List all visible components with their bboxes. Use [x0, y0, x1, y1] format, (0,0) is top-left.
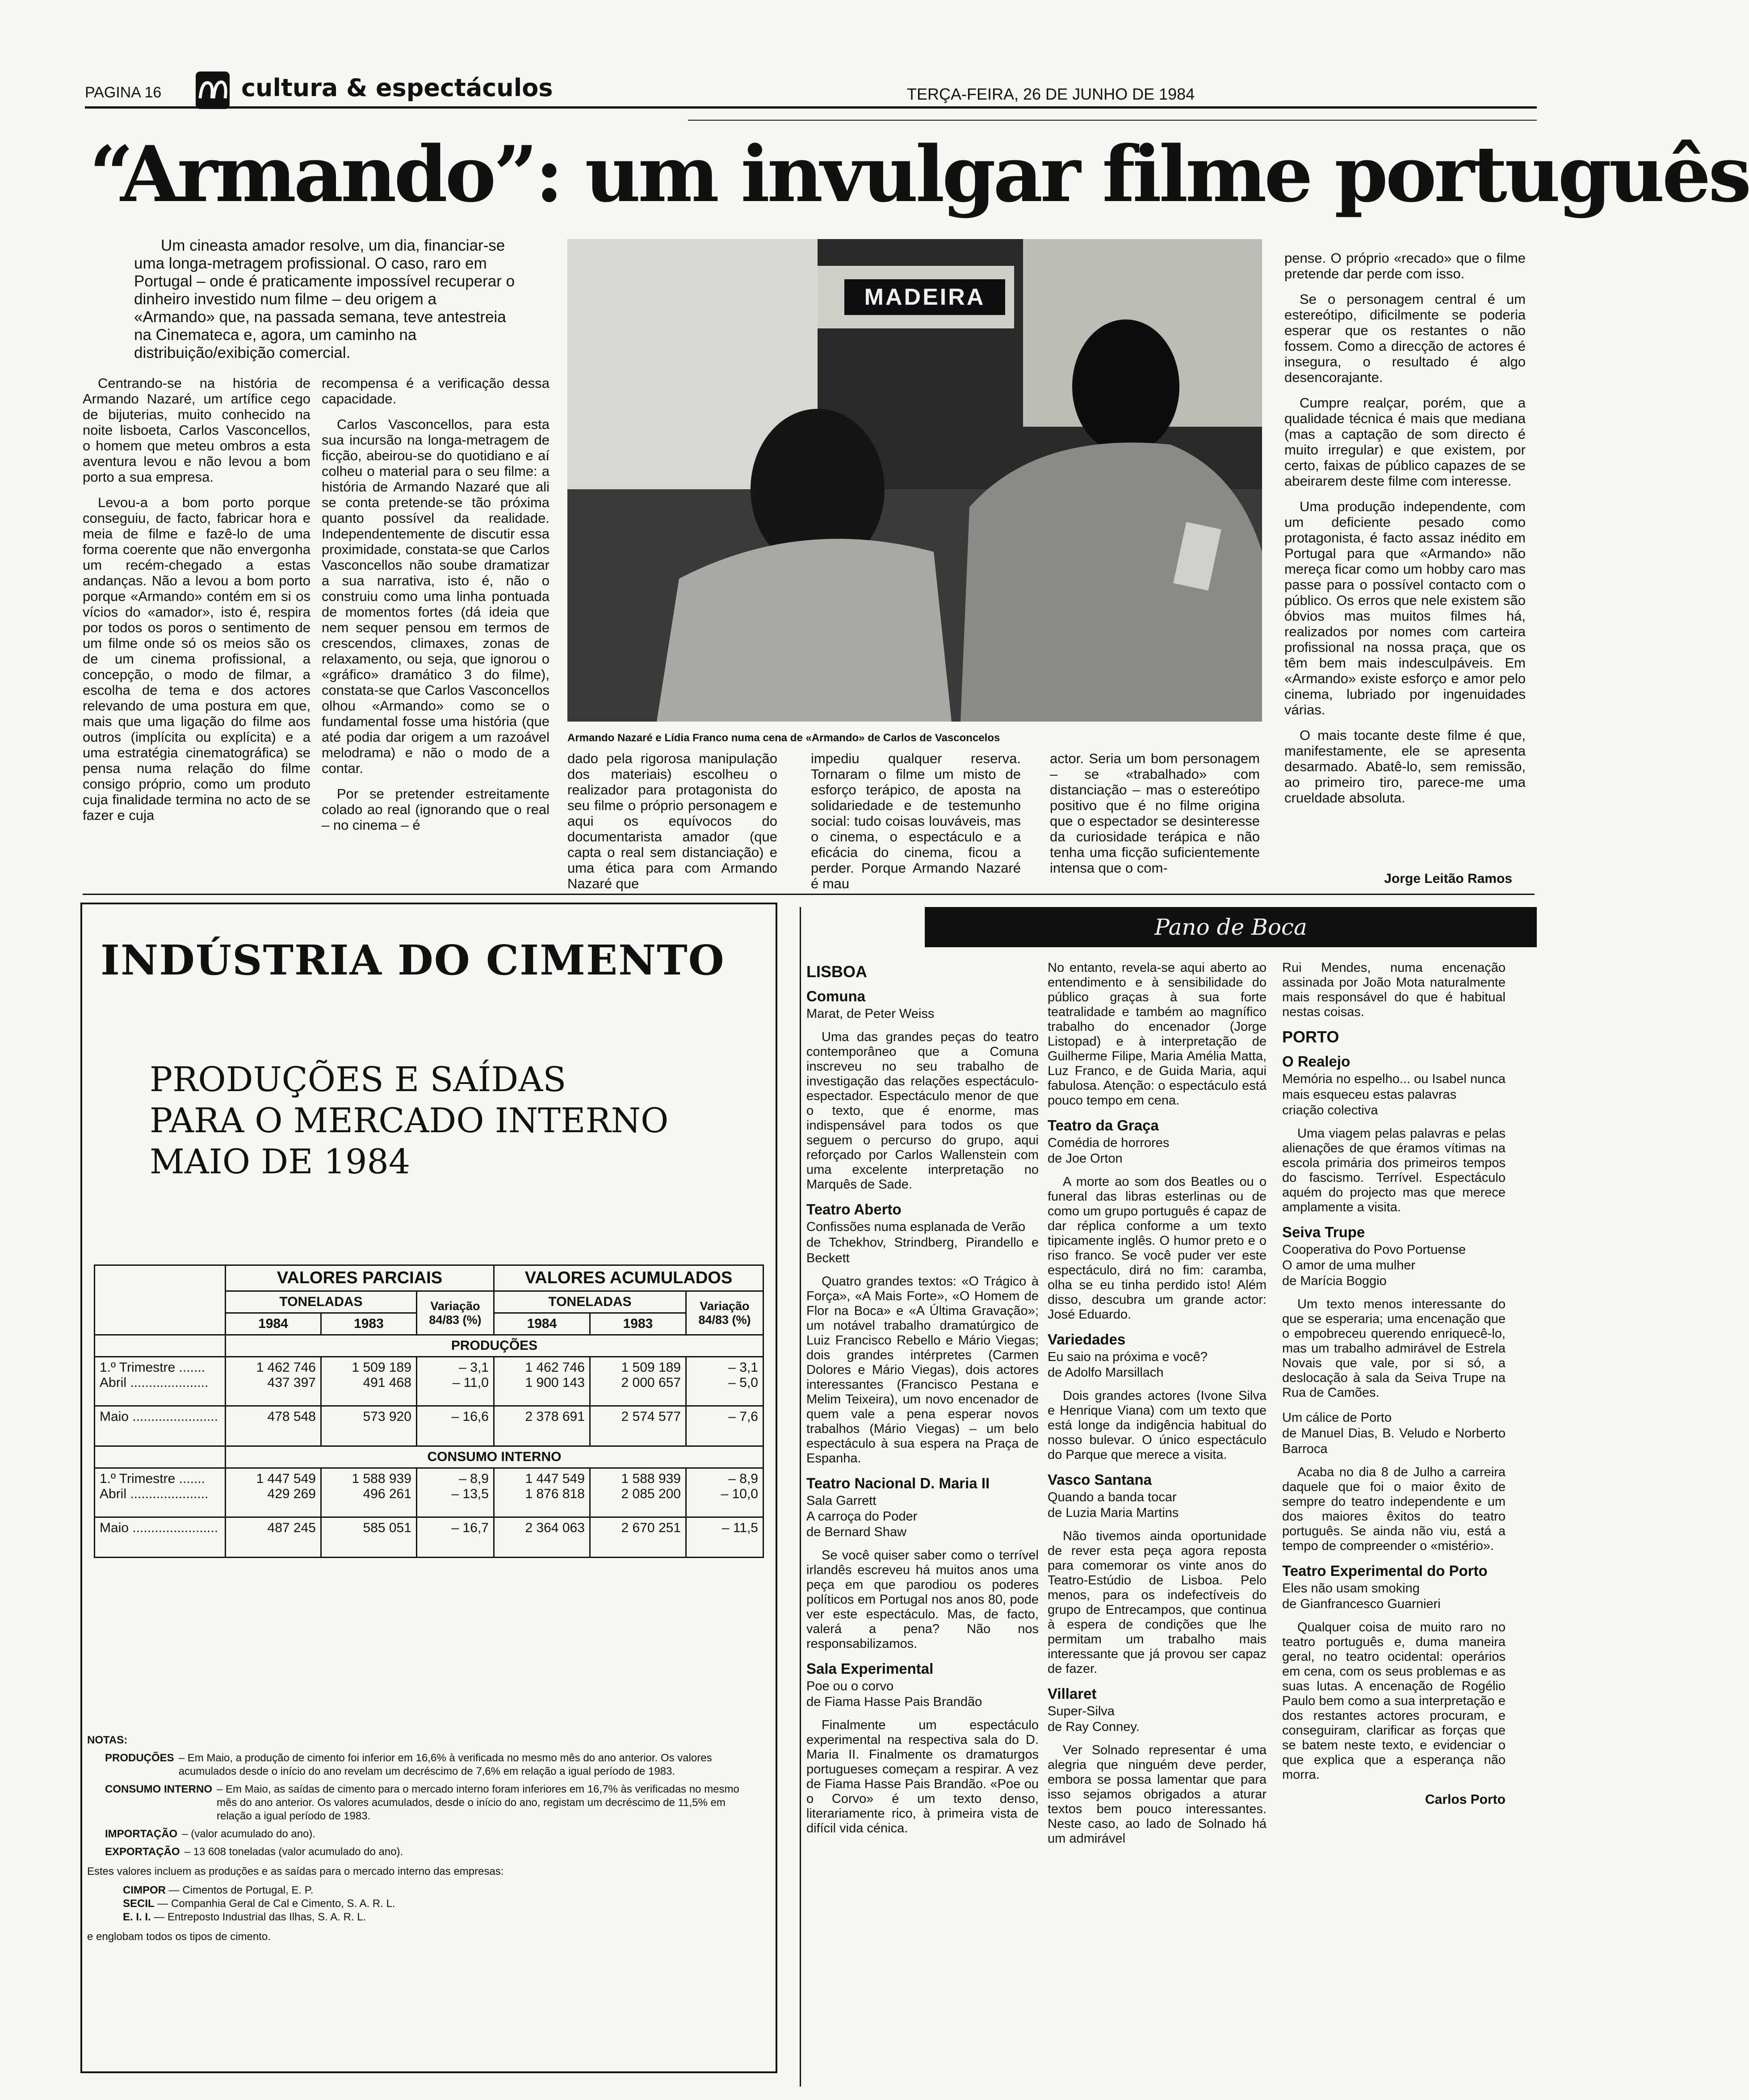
pano-title: Pano de Boca: [1154, 914, 1307, 940]
meta-line: criação colectiva: [1282, 1103, 1378, 1117]
article-column-right: [1284, 250, 1526, 815]
newspaper-logo-icon: [196, 71, 230, 109]
table-row: [95, 1517, 763, 1558]
meta-line: Um cálice de Porto: [1282, 1411, 1392, 1425]
meta-line: Memória no espelho... ou Isabel nunca mais esqueceu estas palavras: [1282, 1072, 1506, 1102]
paragraph: Quatro grandes textos: «O Trágico à Força», «A Mais Forte», «O Homem de Flor na Boca» e «A Última Gravação»; um notável trabalho dramatúrgico de Luiz Francisco Rebello e Mário Viegas; dois grandes intérpretes (Carmen Dolores e Mário Viegas), dois actores interessantes (Francisco Pestana e Melim Teixeira), um novo encenador de quem vale a pena esperar novos trabalhos (Mário Viegas) – um belo espectáculo à sua espera na Praça de Espanha.: [806, 1274, 1039, 1466]
note: [105, 1827, 757, 1841]
company-text: — Entreposto Industrial das Ilhas, S. A. R. L.: [154, 1911, 366, 1923]
note-key: EXPORTAÇÃO: [105, 1846, 180, 1858]
group-parciais: VALORES PARCIAIS: [226, 1265, 494, 1291]
article-column-1: [83, 375, 310, 833]
venue-heading: Comuna: [806, 988, 865, 1004]
paragraph: Acaba no dia 8 de Julho a carreira daquele que foi o maior êxito de sempre do teatro independente e um dos maiores êxitos do teatro português. Se ainda não viu, está a tempo de compreender o «mistério».: [1282, 1465, 1506, 1553]
meta-line: A carroça do Poder: [806, 1509, 918, 1524]
cell: 478 548: [226, 1406, 321, 1446]
pano-column-3: [1282, 961, 1506, 1807]
film-still-photo: [567, 239, 1262, 722]
meta-line: Eu saio na próxima e você?: [1048, 1350, 1208, 1364]
cell: – 7,6: [686, 1406, 763, 1446]
cell: 2 574 577: [590, 1406, 686, 1446]
play-meta: [1282, 1410, 1506, 1457]
city-heading: PORTO: [1282, 1028, 1339, 1046]
cell: 1 509 189 491 468: [321, 1357, 416, 1406]
cell: – 16,7: [416, 1517, 494, 1558]
cement-table: [94, 1264, 764, 1558]
meta-line: de Manuel Dias, B. Veludo e Norberto Barroca: [1282, 1426, 1506, 1456]
article-column-4: [811, 751, 1021, 901]
year-1983: 1983: [590, 1313, 686, 1335]
meta-line: de Bernard Shaw: [806, 1525, 907, 1539]
meta-line: de Fiama Hasse Pais Brandão: [806, 1695, 982, 1709]
toneladas-parciais: TONELADAS: [226, 1291, 417, 1313]
header-rule: [85, 106, 1537, 109]
play-meta: [806, 1679, 1039, 1710]
year-1984: 1984: [494, 1313, 590, 1335]
year-1983: 1983: [321, 1313, 416, 1335]
note: [105, 1751, 757, 1778]
meta-line: Comédia de horrores: [1048, 1136, 1170, 1150]
note: [105, 1845, 757, 1859]
meta-line: de Luzia Maria Martins: [1048, 1506, 1179, 1520]
paragraph: Carlos Vasconcellos, para esta sua incursão na longa-metragem de ficção, abeirou-se do quotidiano e aí colheu o material para o seu filme: a história de Armando Nazaré que ali se conta pretende-se tão próxima quanto possível da realidade. Independentemente de discutir essa proximidade, constata-se que Carlos Vasconcellos não soube dramatizar a sua narrativa, isto é, não o construiu como uma linha pontuada de momentos fortes (dá ideia que nem sequer pensou em termos de crescendos, climaxes, zonas de relaxamento, ou seja, que ignorou o «gráfico» dramático 3 do filme), constata-se que Carlos Vasconcellos olhou «Armando» como se o fundamental fosse uma história (que até podia dar origem a um razoável melodrama) e não o modo de a contar.: [322, 416, 549, 776]
pano-author: Carlos Porto: [1425, 1792, 1506, 1807]
meta-line: Sala Garrett: [806, 1494, 877, 1508]
article-author: Jorge Leitão Ramos: [1384, 871, 1512, 886]
play-meta: [1282, 1071, 1506, 1118]
venue-heading: Sala Experimental: [806, 1660, 934, 1677]
paragraph: Uma das grandes peças do teatro contemporâneo que a Comuna inscreveu no seu trabalho de investigação das relações espectáculo-espectador. Espectáculo menor de que o texto, que é enorme, mas indispensável para todos os que seguem o percurso do grupo, aqui reforçado por Carlos Wallenstein com uma excelente interpretação no Marquês de Sade.: [806, 1030, 1039, 1192]
paragraph: dado pela rigorosa manipulação dos materiais) escolheu o realizador para protagonista do seu filme o próprio personagem e aqui os equívocos do documentarista amador (que capta o real sem distanciação) e uma ética para com Armando Nazaré que: [567, 751, 777, 891]
table-row: [95, 1468, 763, 1517]
pano-column-1: [806, 961, 1039, 1846]
play-meta: [1282, 1242, 1506, 1289]
note-key: PRODUÇÕES: [105, 1752, 174, 1764]
company-key: SECIL: [123, 1898, 155, 1910]
paragraph: Um texto menos interessante do que se esperaria; uma encenação que o empobreceu querendo enriquecê-lo, mas um trabalho admirável de Estrela Novais que vale, por si só, a deslocação à sala da Seiva Trupe na Rua de Camões.: [1282, 1297, 1506, 1400]
paragraph: Centrando-se na história de Armando Nazaré, um artífice cego de bijuterias, muito conhecido na noite lisboeta, Carlos Vasconcellos, o homem que meteu ombros a esta aventura levou e não levou a bom porto a sua empresa.: [83, 375, 310, 485]
ad-notes: [87, 1734, 757, 1944]
paragraph: actor. Seria um bom personagem – se «trabalhado» com distanciação – mas o estereótipo positivo que é no filme origina que o espectador se desinteresse da curiosidade terápica e não tenha uma ficção suficientemente intensa que o com-: [1050, 751, 1260, 876]
paragraph: Uma viagem pelas palavras e pelas alienações de que éramos vítimas na escola primária dos primeiros tempos do fascismo. Terrível. Espectáculo aquém do projecto mas que merece amplamente a visita.: [1282, 1126, 1506, 1214]
paragraph: A morte ao som dos Beatles ou o funeral das libras esterlinas ou de como um grupo português é capaz de dar réplica conforme a um texto tipicamente inglês. O humor preto e o riso franco. Se você puder ver este espectáculo, dirá no fim: caramba, olha se eu tinha perdido isto! Além disso, descubra um grande actor: José Eduardo.: [1048, 1175, 1267, 1322]
group-acumulados: VALORES ACUMULADOS: [494, 1265, 763, 1291]
paragraph: Qualquer coisa de muito raro no teatro português e, duma maneira geral, no teatro ocidental: operários em cena, com os seus problemas e as suas lutas. A encenação de Rogélio Paulo bem como a sua interpretação e dos restantes actores procuram, e conseguiram, clarificar as forças que se batem neste texto, e evidenciar o que explica que a esperança não morra.: [1282, 1620, 1506, 1782]
header-rule-thin: [688, 120, 1537, 121]
row-label: Maio .......................: [95, 1406, 226, 1446]
note-text: – (valor acumulado do ano).: [182, 1828, 316, 1840]
meta-line: Poe ou o corvo: [806, 1679, 894, 1693]
company: [123, 1897, 757, 1911]
play-meta: [806, 1493, 1039, 1540]
ad-subtitle-line-2: PARA O MERCADO INTERNO: [150, 1100, 669, 1140]
table-row: [95, 1357, 763, 1406]
meta-line: Super-Silva: [1048, 1704, 1115, 1718]
paragraph: Por se pretender estreitamente colado ao real (ignorando que o real – no cinema – é: [322, 786, 549, 833]
company: [123, 1884, 757, 1897]
meta-line: Cooperativa do Povo Portuense: [1282, 1243, 1466, 1257]
note-text: – Em Maio, a produção de cimento foi inferior em 16,6% à verificada no mesmo mês do ano anterior. Os valores acumulados desde o início do ano revelam um decréscimo de 7,6% em relação a igual período de 1983.: [178, 1752, 712, 1777]
section-divider: [83, 894, 1535, 895]
paragraph: Uma produção independente, com um deficiente pesado como protagonista, é facto assaz inédito em Portugal para que «Armando» não mereça ficar como um hobby caro mas passe para o possível contacto com o público. Os erros que nele existem são óbvios mas muitos filmes há, realizados por nomes com carteira profissional na nossa praça, que os têm bem mais indesculpáveis. Em «Armando» existe esforço e amor pelo cinema, lubriado por ingenuidades várias.: [1284, 499, 1526, 718]
paragraph: Não tivemos ainda oportunidade de rever esta peça agora reposta para comemorar os vinte anos do Teatro-Estúdio de Lisboa. Pelo menos, para os indefectíveis do grupo de Entrecampos, que continua à espera de condições que lhe permitam um trabalho mais interessante que já provou ser capaz de fazer.: [1048, 1529, 1267, 1676]
paragraph: Se o personagem central é um estereótipo, dificilmente se poderia esperar que os restantes o não fossem. Como a direcção de actores é insegura, o resultado é algo desencorajante.: [1284, 291, 1526, 385]
meta-line: de Adolfo Marsillach: [1048, 1365, 1164, 1380]
venue-heading: Teatro Experimental do Porto: [1282, 1562, 1488, 1579]
cell: – 11,5: [686, 1517, 763, 1558]
notes-title: NOTAS:: [87, 1734, 128, 1746]
paragraph: No entanto, revela-se aqui aberto ao entendimento e à sensibilidade do público graças à sua forte teatralidade e também ao magnífico trabalho do encenador (Jorge Listopad) e à interpretação de Guilherme Filipe, Maria Amélia Matta, Luz Franco, e de Guida Maria, aqui fabulosa. Atenção: o espectáculo está pouco tempo em cena.: [1048, 961, 1267, 1108]
lead-text: Um cineasta amador resolve, um dia, financiar-se uma longa-metragem profissional. O caso, raro em Portugal – onde é praticamente impossível recuperar o dinheiro investido num filme – deu origem a «Armando» que, na passada semana, teve antestreia na Cinemateca e, agora, um caminho na distribuição/exibição comercial.: [134, 237, 515, 361]
venue-heading: Teatro Aberto: [806, 1201, 902, 1218]
company-text: — Companhia Geral de Cal e Cimento, S. A. R. L.: [157, 1898, 395, 1910]
cell: 1 588 939 2 085 200: [590, 1468, 686, 1517]
cell: – 8,9 – 10,0: [686, 1468, 763, 1517]
play-meta: [1048, 1349, 1267, 1381]
cell: 487 245: [226, 1517, 321, 1558]
meta-line: Marat, de Peter Weiss: [806, 1007, 935, 1021]
cell: 1 462 746 1 900 143: [494, 1357, 590, 1406]
year-1984: 1984: [226, 1313, 321, 1335]
paragraph: recompensa é a verificação dessa capacidade.: [322, 375, 549, 407]
paragraph: impediu qualquer reserva. Tornaram o filme um misto de esforço terápico, de aposta na solidariedade e de testemunho social: tudo coisas louváveis, mas o cinema, o espectáculo e a eficácia do cinema, ficou a perder. Porque Armando Nazaré é mau: [811, 751, 1021, 891]
article-column-2: [322, 375, 549, 843]
row-label: 1.º Trimestre ....... Abril .....................: [95, 1468, 226, 1517]
article-lead: [134, 237, 518, 362]
ad-subtitle-line-1: PRODUÇÕES E SAÍDAS: [150, 1059, 566, 1099]
company-text: — Cimentos de Portugal, E. P.: [168, 1884, 314, 1896]
venue-heading: Teatro Nacional D. Maria II: [806, 1475, 990, 1491]
play-meta: [806, 1006, 1039, 1022]
toneladas-acumulados: TONELADAS: [494, 1291, 686, 1313]
photo-caption: Armando Nazaré e Lídia Franco numa cena de «Armando» de Carlos de Vasconcelos: [567, 732, 1000, 744]
cell: 2 670 251: [590, 1517, 686, 1558]
note-key: IMPORTAÇÃO: [105, 1828, 178, 1840]
section-consumo: CONSUMO INTERNO: [226, 1446, 763, 1468]
meta-line: de Tchekhov, Strindberg, Pirandello e Beckett: [806, 1235, 1039, 1265]
section-producoes: PRODUÇÕES: [226, 1335, 763, 1357]
ad-footer: e englobam todos os tipos de cimento.: [87, 1931, 271, 1943]
section-title: cultura & espectáculos: [241, 74, 553, 102]
cell: 1 462 746 437 397: [226, 1357, 321, 1406]
meta-line: de Ray Conney.: [1048, 1720, 1140, 1734]
paragraph: Ver Solnado representar é uma alegria que ninguém deve perder, embora se possa lamentar que para isso sejamos obrigados a aturar textos bem pouco interessantes. Neste caso, ao lado de Solnado há um admirável: [1048, 1743, 1267, 1846]
pano-banner: [925, 907, 1537, 947]
meta-line: de Gianfrancesco Guarnieri: [1282, 1597, 1441, 1611]
variacao-acumulados: Variação 84/83 (%): [686, 1291, 763, 1335]
companies-intro: Estes valores incluem as produções e as saídas para o mercado interno das empresas:: [87, 1865, 504, 1877]
ad-subtitle: [150, 1059, 730, 1182]
play-meta: [1048, 1135, 1267, 1167]
paragraph: Cumpre realçar, porém, que a qualidade técnica é mais que mediana (mas a captação de som directo é muito irregular) e que existem, por certo, faixas de público capazes de se abeirarem deste filme com interesse.: [1284, 395, 1526, 489]
cell: 1 447 549 1 876 818: [494, 1468, 590, 1517]
meta-line: Eles não usam smoking: [1282, 1581, 1420, 1596]
paragraph: pense. O próprio «recado» que o filme pretende dar perde com isso.: [1284, 250, 1526, 281]
issue-date: TERÇA-FEIRA, 26 DE JUNHO DE 1984: [907, 85, 1195, 103]
note: [105, 1783, 757, 1823]
article-column-3: [567, 751, 777, 901]
cell: 573 920: [321, 1406, 416, 1446]
venue-heading: Seiva Trupe: [1282, 1224, 1365, 1240]
cell: 2 364 063: [494, 1517, 590, 1558]
photo-sign-text: MADEIRA: [864, 284, 986, 310]
cell: 2 378 691: [494, 1406, 590, 1446]
cell: – 3,1 – 5,0: [686, 1357, 763, 1406]
page-number: PAGINA 16: [85, 84, 162, 101]
cell: 1 447 549 429 269: [226, 1468, 321, 1517]
paragraph: Dois grandes actores (Ivone Silva e Henrique Viana) com um texto que está longe da indigência habitual do nosso bulevar. O único espectáculo do Parque que merece a visita.: [1048, 1389, 1267, 1462]
table-row: [95, 1406, 763, 1446]
row-label: 1.º Trimestre ....... Abril .....................: [95, 1357, 226, 1406]
play-meta: [1282, 1581, 1506, 1612]
paragraph: Finalmente um espectáculo experimental na respectiva sala do D. Maria II. Finalmente os dramaturgos portugueses começam a respirar. A vez de Fiama Hasse Pais Brandão. «Poe ou o Corvo» é um texto denso, literariamente rico, à primeira vista de difícil vida cénica.: [806, 1718, 1039, 1835]
cell: 585 051: [321, 1517, 416, 1558]
company-key: CIMPOR: [123, 1884, 166, 1896]
venue-heading: Vasco Santana: [1048, 1471, 1152, 1488]
venue-heading: O Realejo: [1282, 1053, 1351, 1070]
venue-heading: Teatro da Graça: [1048, 1117, 1159, 1134]
ad-title: INDÚSTRIA DO CIMENTO: [101, 936, 725, 984]
meta-line: O amor de uma mulher: [1282, 1258, 1416, 1273]
article-column-5: [1050, 751, 1260, 886]
play-meta: [806, 1219, 1039, 1266]
meta-line: de Joe Orton: [1048, 1151, 1123, 1166]
note-text: – Em Maio, as saídas de cimento para o mercado interno foram inferiores em 16,7% às verificadas no mesmo mês do ano anterior. Os valores acumulados, desde o início do ano, registam um decréscimo de 11,5% em relação a igual período de 1983.: [217, 1783, 739, 1822]
paragraph: Rui Mendes, numa encenação assinada por João Mota naturalmente mais responsável do que é habitual nestas coisas.: [1282, 961, 1506, 1019]
pano-divider: [800, 907, 801, 2087]
cell: 1 509 189 2 000 657: [590, 1357, 686, 1406]
venue-heading: Variedades: [1048, 1331, 1126, 1348]
meta-line: Quando a banda tocar: [1048, 1490, 1177, 1504]
venue-heading: Villaret: [1048, 1685, 1097, 1702]
headline: “Armando”: um invulgar filme português: [89, 129, 1749, 219]
paragraph: O mais tocante deste filme é que, manifestamente, ele se apresenta desarmado. Abatê-lo, sem remissão, ao primeiro tiro, parece-me uma crueldade absoluta.: [1284, 727, 1526, 806]
play-meta: [1048, 1490, 1267, 1521]
note-key: CONSUMO INTERNO: [105, 1783, 212, 1795]
cell: – 16,6: [416, 1406, 494, 1446]
pano-column-2: [1048, 961, 1267, 1856]
city-heading: LISBOA: [806, 962, 868, 981]
paragraph: Levou-a a bom porto porque conseguiu, de facto, fabricar hora e meia de filme e fazê-lo de uma forma coerente que não envergonha um recém-chegado a estas andanças. Não a levou a bom porto porque «Armando» contém em si os vícios do «amador», isto é, respira por todos os poros o sentimento de um filme onde só os meios são os de um cinema profissional, a concepção, o modo de filmar, a escolha de tema e dos actores relevando de uma postura em que, mais que uma ligação do filme aos outros (implícita ou explícita) e a uma estratégia cinematográfica) se pensa numa relação do filme consigo próprio, como um produto cuja finalidade termina no acto de se fazer e cuja: [83, 495, 310, 823]
paragraph: Se você quiser saber como o terrível irlandês escreveu há muitos anos uma peça em que parodiou os poderes políticos em Portugal nos anos 80, pode ver este espectáculo. Mas, de facto, valerá a pena? Não nos responsabilizamos.: [806, 1548, 1039, 1651]
cell: – 8,9 – 13,5: [416, 1468, 494, 1517]
company-key: E. I. I.: [123, 1911, 151, 1923]
photo-sign: [844, 279, 1005, 315]
variacao-parciais: Variação 84/83 (%): [416, 1291, 494, 1335]
note-text: – 13 608 toneladas (valor acumulado do ano).: [184, 1846, 403, 1858]
cell: 1 588 939 496 261: [321, 1468, 416, 1517]
meta-line: de Marícia Boggio: [1282, 1274, 1387, 1288]
meta-line: Confissões numa esplanada de Verão: [806, 1220, 1026, 1234]
row-label: Maio .......................: [95, 1517, 226, 1558]
cell: – 3,1 – 11,0: [416, 1357, 494, 1406]
ad-subtitle-line-3: MAIO DE 1984: [150, 1142, 411, 1181]
company: [123, 1911, 757, 1924]
play-meta: [1048, 1704, 1267, 1735]
